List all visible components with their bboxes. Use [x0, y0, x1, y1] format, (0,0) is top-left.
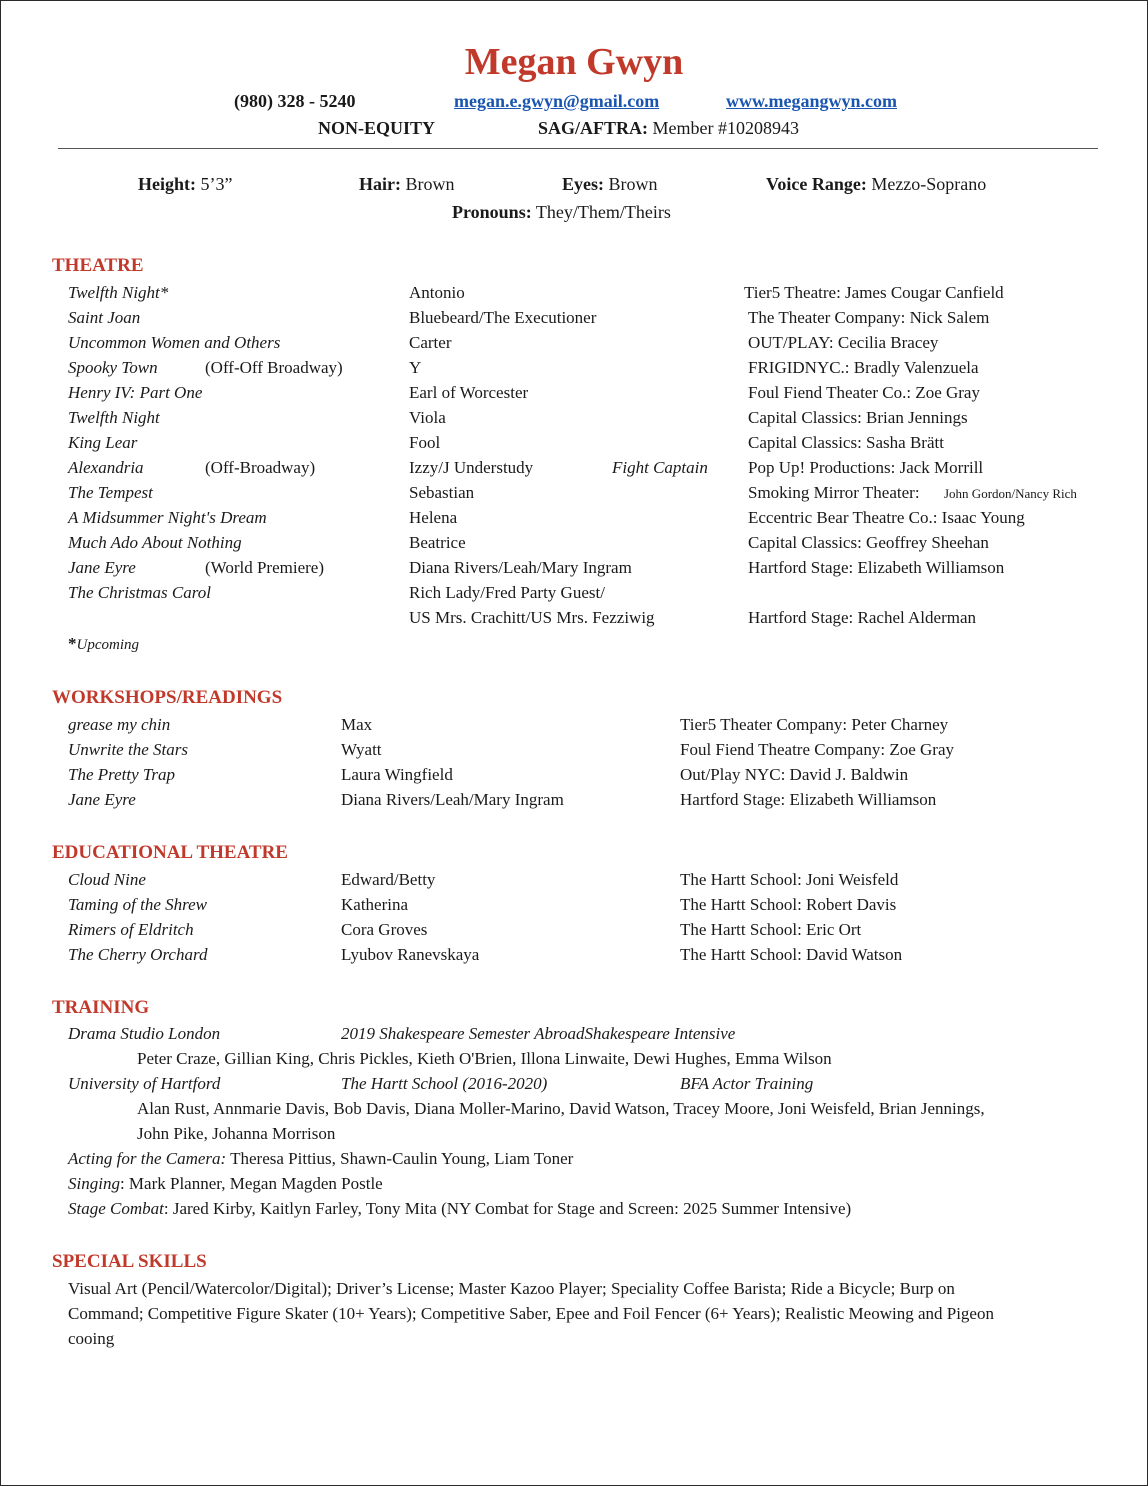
- theatre-row: [0, 433, 1148, 458]
- production-title: The Christmas Carol: [68, 583, 211, 602]
- voice-label: Voice Range:: [766, 174, 867, 194]
- pronouns-stat: [452, 202, 671, 223]
- training-program-1: 2019 Shakespeare Semester AbroadShakespeare Intensive: [341, 1024, 736, 1043]
- training-combat: [68, 1199, 851, 1219]
- theatre-row: [0, 283, 1148, 308]
- role-name: Earl of Worcester: [409, 383, 529, 402]
- footnote-text: Upcoming: [76, 637, 139, 653]
- hair-label: Hair:: [359, 174, 401, 194]
- skills-line-1: Visual Art (Pencil/Watercolor/Digital); Driver’s License; Master Kazoo Player; Speciality Coffee Barista; Ride a Bicycle; Burp on: [68, 1279, 955, 1298]
- company-director: Capital Classics: Sasha Brätt: [748, 433, 944, 452]
- theatre-row: [0, 583, 1148, 608]
- training-program-2: The Hartt School (2016-2020): [341, 1074, 548, 1093]
- production-venue-note: (Off-Broadway): [205, 458, 316, 477]
- union-status: NON-EQUITY: [318, 118, 436, 138]
- production-venue-note: (World Premiere): [205, 558, 324, 577]
- training-teachers-1: Peter Craze, Gillian King, Chris Pickles, Kieth O'Brien, Illona Linwaite, Dewi Hughes, Emma Wilson: [137, 1049, 832, 1068]
- role-name: Sebastian: [409, 483, 475, 502]
- production-title: Alexandria: [68, 458, 144, 477]
- production-venue-note: (Off-Off Broadway): [205, 358, 343, 377]
- production-title: Rimers of Eldritch: [68, 920, 194, 939]
- training-teachers-2b: John Pike, Johanna Morrison: [137, 1124, 336, 1143]
- production-title: Much Ado About Nothing: [68, 533, 242, 552]
- educational-row: [0, 895, 1148, 920]
- production-title: The Pretty Trap: [68, 765, 176, 784]
- height-label: Height:: [138, 174, 196, 194]
- workshops-row: [0, 790, 1148, 815]
- voice-value: Mezzo-Soprano: [871, 174, 987, 194]
- role-name: Helena: [409, 508, 458, 527]
- role-name: Y: [409, 358, 422, 377]
- theatre-row: [0, 508, 1148, 533]
- theatre-row: [0, 558, 1148, 583]
- eyes-stat: [562, 174, 658, 195]
- role-name: Cora Groves: [341, 920, 428, 939]
- role-name: US Mrs. Crachitt/US Mrs. Fezziwig: [409, 608, 655, 627]
- company-director: Hartford Stage: Elizabeth Williamson: [680, 790, 937, 809]
- role-name: Rich Lady/Fred Party Guest/: [409, 583, 605, 602]
- workshops-row: [0, 715, 1148, 740]
- educational-row: [0, 920, 1148, 945]
- production-title: grease my chin: [68, 715, 171, 734]
- theatre-row: [0, 458, 1148, 483]
- production-title: Jane Eyre: [68, 790, 136, 809]
- role-name: Edward/Betty: [341, 870, 436, 889]
- production-title: King Lear: [68, 433, 138, 452]
- theatre-row: [0, 608, 1148, 633]
- company-director: Hartford Stage: Elizabeth Williamson: [748, 558, 1005, 577]
- singing-teachers: : Mark Planner, Megan Magden Postle: [119, 1174, 383, 1193]
- pronouns-label: Pronouns:: [452, 202, 532, 222]
- skills-line-3: cooing: [68, 1329, 115, 1348]
- training-camera: [68, 1149, 573, 1169]
- production-title: Spooky Town: [68, 358, 158, 377]
- skills-line-2: Command; Competitive Figure Skater (10+ Years); Competitive Saber, Epee and Foil Fencer (6+ Years); Realistic Meowing and Pigeon: [68, 1304, 994, 1323]
- theatre-row: [0, 308, 1148, 333]
- height-stat: [138, 174, 232, 195]
- role-name: Katherina: [341, 895, 409, 914]
- production-title: Unwrite the Stars: [68, 740, 188, 759]
- actor-name: Megan Gwyn: [464, 41, 684, 83]
- role-name: Lyubov Ranevskaya: [341, 945, 480, 964]
- company-director: Capital Classics: Geoffrey Sheehan: [748, 533, 989, 552]
- combat-label: Stage Combat: [68, 1199, 164, 1218]
- theatre-row: [0, 483, 1148, 508]
- company-director: Foul Fiend Theater Co.: Zoe Gray: [748, 383, 980, 402]
- educational-heading: EDUCATIONAL THEATRE: [52, 842, 288, 863]
- combat-teachers: : Jared Kirby, Kaitlyn Farley, Tony Mita (NY Combat for Stage and Screen: 2025 Summer Intensive): [163, 1199, 852, 1218]
- training-teachers-2a: Alan Rust, Annmarie Davis, Bob Davis, Diana Moller-Marino, David Watson, Tracey Moore, Joni Weisfeld, Brian Jennings,: [137, 1099, 985, 1118]
- header-divider: [58, 148, 1098, 149]
- production-title: The Cherry Orchard: [68, 945, 208, 964]
- theatre-row: [0, 383, 1148, 408]
- company-director-small: John Gordon/Nancy Rich: [944, 486, 1077, 501]
- company-director: Tier5 Theatre: James Cougar Canfield: [744, 283, 1004, 302]
- website-link[interactable]: www.megangwyn.com: [726, 91, 897, 111]
- company-director: Capital Classics: Brian Jennings: [748, 408, 968, 427]
- company-director: The Hartt School: Eric Ort: [680, 920, 862, 939]
- company-director: OUT/PLAY: Cecilia Bracey: [748, 333, 939, 352]
- production-title: Twelfth Night*: [68, 283, 169, 302]
- role-name: Antonio: [409, 283, 465, 302]
- company-director: Foul Fiend Theatre Company: Zoe Gray: [680, 740, 954, 759]
- role-name: Izzy/J Understudy: [409, 458, 534, 477]
- production-title: Uncommon Women and Others: [68, 333, 281, 352]
- role-name: Diana Rivers/Leah/Mary Ingram: [341, 790, 564, 809]
- voice-stat: [766, 174, 986, 195]
- singing-label: Singing: [68, 1174, 120, 1193]
- hair-stat: [359, 174, 455, 195]
- production-title: Cloud Nine: [68, 870, 146, 889]
- training-school-1: Drama Studio London: [68, 1024, 221, 1043]
- workshops-row: [0, 765, 1148, 790]
- role-name: Beatrice: [409, 533, 466, 552]
- company-director: The Hartt School: Robert Davis: [680, 895, 897, 914]
- company-director: Hartford Stage: Rachel Alderman: [748, 608, 977, 627]
- theatre-row: [0, 333, 1148, 358]
- company-director: The Hartt School: Joni Weisfeld: [680, 870, 899, 889]
- sag-label: SAG/AFTRA:: [538, 118, 649, 138]
- role-name: Laura Wingfield: [341, 765, 453, 784]
- production-title: Henry IV: Part One: [68, 383, 203, 402]
- role-name: Carter: [409, 333, 452, 352]
- training-degree-2: BFA Actor Training: [680, 1074, 814, 1093]
- footnote-star: *: [68, 634, 77, 653]
- company-director: Smoking Mirror Theater:: [748, 483, 920, 502]
- upcoming-footnote: [68, 634, 139, 654]
- company-director: Out/Play NYC: David J. Baldwin: [680, 765, 909, 784]
- company-director: FRIGIDNYC.: Bradly Valenzuela: [748, 358, 979, 377]
- role-name: Viola: [409, 408, 446, 427]
- company-director: The Theater Company: Nick Salem: [748, 308, 990, 327]
- role-name: Wyatt: [341, 740, 382, 759]
- role-extra: Fight Captain: [612, 458, 708, 477]
- theatre-heading: THEATRE: [52, 255, 144, 276]
- training-heading: TRAINING: [52, 997, 150, 1018]
- theatre-row: [0, 358, 1148, 383]
- pronouns-value: They/Them/Theirs: [535, 202, 671, 222]
- eyes-value: Brown: [608, 174, 658, 194]
- hair-value: Brown: [405, 174, 455, 194]
- production-title: The Tempest: [68, 483, 153, 502]
- company-director: Pop Up! Productions: Jack Morrill: [748, 458, 984, 477]
- production-title: Jane Eyre: [68, 558, 136, 577]
- theatre-row: [0, 408, 1148, 433]
- workshops-row: [0, 740, 1148, 765]
- theatre-row: [0, 533, 1148, 558]
- educational-row: [0, 945, 1148, 970]
- production-title: Taming of the Shrew: [68, 895, 208, 914]
- camera-teachers: Theresa Pittius, Shawn-Caulin Young, Liam Toner: [230, 1149, 574, 1168]
- email-link[interactable]: megan.e.gwyn@gmail.com: [454, 91, 660, 111]
- company-director: Eccentric Bear Theatre Co.: Isaac Young: [748, 508, 1025, 527]
- phone-number: (980) 328 - 5240: [234, 91, 356, 111]
- role-name: Fool: [409, 433, 441, 452]
- height-value: 5’3”: [200, 174, 233, 194]
- company-director: Tier5 Theater Company: Peter Charney: [680, 715, 949, 734]
- eyes-label: Eyes:: [562, 174, 604, 194]
- production-title: Saint Joan: [68, 308, 141, 327]
- production-title: Twelfth Night: [68, 408, 160, 427]
- educational-row: [0, 870, 1148, 895]
- company-director: The Hartt School: David Watson: [680, 945, 903, 964]
- skills-heading: SPECIAL SKILLS: [52, 1251, 207, 1272]
- role-name: Max: [341, 715, 373, 734]
- role-name: Diana Rivers/Leah/Mary Ingram: [409, 558, 632, 577]
- sag-membership: [538, 118, 799, 139]
- production-title: A Midsummer Night's Dream: [68, 508, 267, 527]
- sag-value: Member #10208943: [652, 118, 799, 138]
- role-name: Bluebeard/The Executioner: [409, 308, 597, 327]
- training-singing: [68, 1174, 383, 1194]
- camera-label: Acting for the Camera:: [68, 1149, 227, 1168]
- training-school-2: University of Hartford: [68, 1074, 221, 1093]
- workshops-heading: WORKSHOPS/READINGS: [52, 687, 283, 708]
